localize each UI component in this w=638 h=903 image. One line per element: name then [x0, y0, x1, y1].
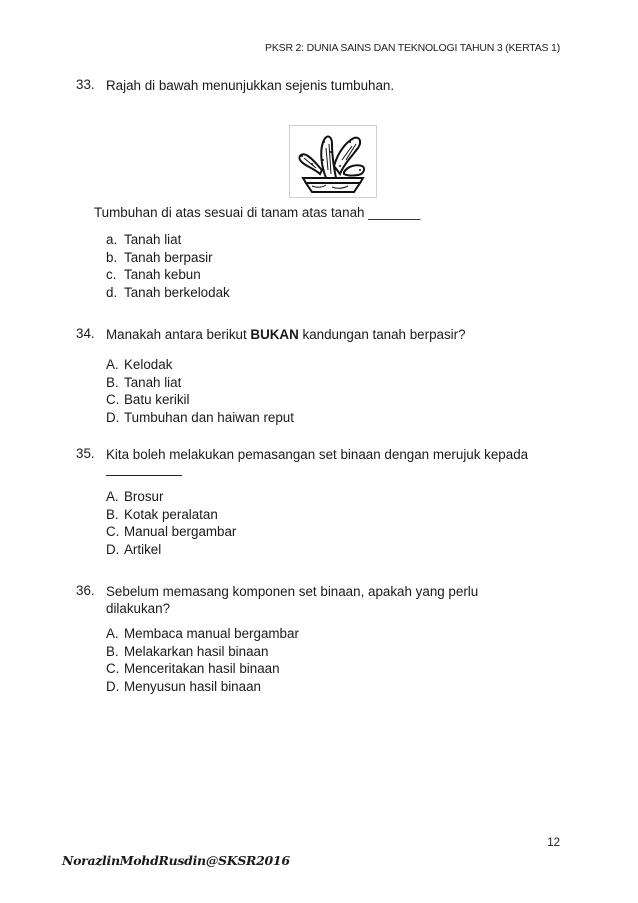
question-sub-stem: Tumbuhan di atas sesuai di tanam atas tanah _______	[94, 205, 421, 220]
page-number: 12	[547, 837, 560, 849]
question-number: 36.	[76, 583, 95, 598]
option-b[interactable]: b. Tanah berpasir	[106, 249, 213, 265]
option-b[interactable]: B. Melakarkan hasil binaan	[106, 643, 269, 659]
question-number: 34.	[76, 326, 95, 341]
question-35	[76, 446, 566, 558]
option-c[interactable]: C. Batu kerikil	[106, 392, 190, 407]
option-d[interactable]: D. Artikel	[106, 541, 162, 557]
option-a[interactable]: A. Kelodak	[106, 357, 173, 372]
option-b[interactable]: B. Tanah liat	[106, 374, 182, 390]
question-36	[76, 583, 566, 695]
question-33	[76, 77, 566, 94]
question-number: 33.	[76, 77, 95, 92]
option-b[interactable]: B. Kotak peralatan	[106, 506, 218, 522]
option-a[interactable]: A. Membaca manual bergambar	[106, 626, 299, 641]
answer-blank	[106, 463, 182, 476]
question-stem: Kita boleh melakukan pemasangan set binaan dengan merujuk kepada	[106, 446, 566, 480]
option-d[interactable]: d. Tanah berkelodak	[106, 284, 230, 300]
question-34	[76, 326, 566, 426]
option-c[interactable]: c. Tanah kebun	[106, 267, 201, 282]
question-33-options	[76, 218, 566, 301]
question-stem: Sebelum memasang komponen set binaan, apakah yang perlu dilakukan?	[106, 584, 479, 616]
option-c[interactable]: C. Menceritakan hasil binaan	[106, 661, 280, 676]
question-stem: Manakah antara berikut BUKAN kandungan tanah berpasir?	[106, 327, 466, 342]
cactus-in-pot-icon	[289, 125, 377, 198]
option-c[interactable]: C. Manual bergambar	[106, 524, 237, 539]
option-a[interactable]: A. Brosur	[106, 489, 164, 504]
option-a[interactable]: a. Tanah liat	[106, 232, 182, 247]
question-number: 35.	[76, 446, 95, 461]
question-stem: Rajah di bawah menunjukkan sejenis tumbuhan.	[106, 78, 395, 93]
author-signature: NorazlinMohdRusdin@SKSR2016	[62, 853, 290, 868]
page-header: PKSR 2: DUNIA SAINS DAN TEKNOLOGI TAHUN 3 (KERTAS 1)	[265, 42, 560, 54]
option-d[interactable]: D. Menyusun hasil binaan	[106, 678, 261, 694]
option-d[interactable]: D. Tumbuhan dan haiwan reput	[106, 409, 294, 425]
emphasis-text: BUKAN	[250, 327, 299, 342]
